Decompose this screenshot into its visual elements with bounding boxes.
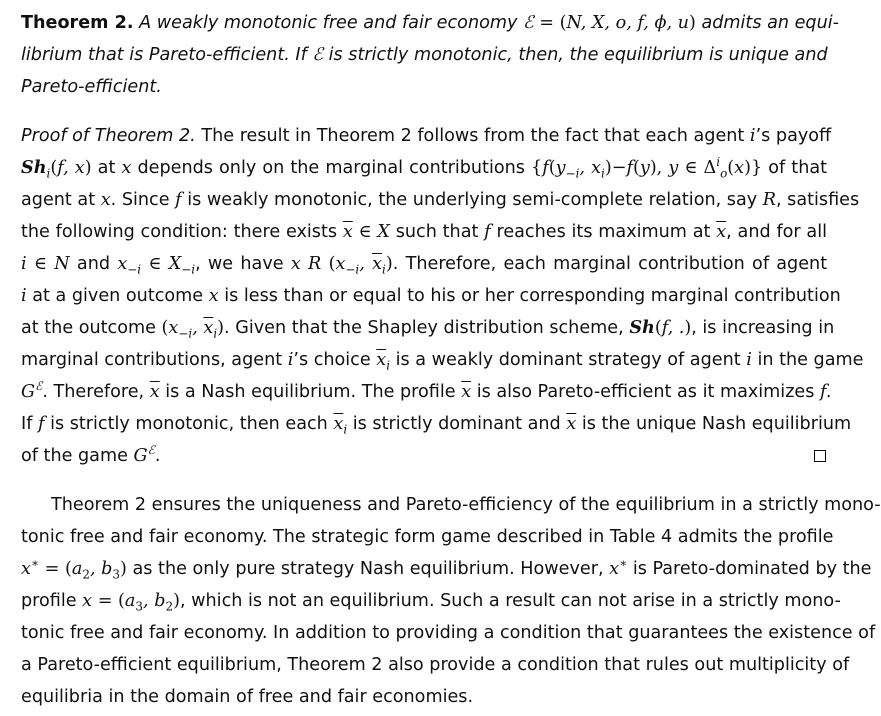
proof-text: . Therefore, — [42, 382, 145, 402]
discussion-line-5 — [21, 622, 876, 644]
discussion-text: is Pareto-dominated by the — [632, 559, 872, 579]
proof-text: at a given outcome — [32, 286, 204, 306]
proof-text: is a weakly dominant strategy of agent — [395, 350, 741, 370]
proof-text: , satisfies — [776, 190, 860, 210]
proof-text: the following condition: there exists — [21, 222, 338, 242]
proof-text: and — [76, 254, 111, 274]
discussion-line-3: $x^∗ = (a_2$, $b_3$) as the only pure strategy Nash equilibrium. However, x∗ is Pareto-dominated by the — [21, 556, 872, 582]
discussion-line-1 — [51, 494, 881, 516]
proof-text: is the unique Nash equilibrium — [581, 414, 852, 434]
proof-line-3: agent at x. Since f is weakly monotonic, the underlying semi-complete relation, say R, satisfies — [21, 190, 860, 210]
theorem-text: Pareto-efficient. — [21, 77, 162, 97]
proof-text: of that — [768, 158, 828, 178]
theorem-line-3 — [21, 76, 827, 98]
proof-label: Proof of Theorem 2. — [21, 126, 196, 146]
proof-text: agent at — [21, 190, 96, 210]
proof-text: at the outcome — [21, 318, 156, 338]
proof-line-11: of the game $G^ℰ$. — [21, 445, 827, 467]
discussion-text: tonic free and fair economy. In addition to providing a condition that guarantees the existence of — [21, 623, 876, 643]
proof-text: of the game — [21, 446, 128, 466]
discussion-text: equilibria in the domain of free and fair economies. — [21, 687, 474, 707]
theorem-line-2: librium that is Pareto-efficient. If ℰ is strictly monotonic, then, the equilibrium is unique and — [21, 45, 828, 65]
proof-text: marginal contributions, agent — [21, 350, 283, 370]
discussion-text: profile — [21, 591, 77, 611]
discussion-line-2 — [21, 526, 834, 548]
proof-text: If — [21, 414, 33, 434]
theorem-text: admits an equi- — [701, 13, 839, 33]
proof-text: . Since — [110, 190, 170, 210]
proof-text: , and for all — [726, 222, 827, 242]
proof-text: The result in Theorem 2 follows from the fact that each agent — [201, 126, 745, 146]
proof-line-6: i at a given outcome x is less than or equal to his or her corresponding marginal contribution — [21, 286, 841, 306]
discussion-text: , which is not an equilibrium. Such a result can not arise in a strictly mono- — [179, 591, 841, 611]
theorem-text: A weakly monotonic free and fair economy — [139, 13, 518, 33]
proof-text: . Therefore, each marginal contribution of agent — [392, 254, 828, 274]
proof-text: ’s choice — [293, 350, 371, 370]
discussion-text: as the only pure strategy Nash equilibrium. However, — [132, 559, 604, 579]
discussion-line-6 — [21, 654, 850, 676]
discussion-line-7 — [21, 686, 827, 708]
proof-text: . Given that the Shapley distribution scheme, — [224, 318, 624, 338]
proof-text: reaches its maximum at — [496, 222, 711, 242]
theorem-line-1: Theorem 2. A weakly monotonic free and fair economy ℰ = (N, X, o, f, ϕ, u) admits an equi- — [21, 13, 839, 33]
proof-text: is strictly monotonic, then each — [50, 414, 328, 434]
theorem-text: librium that is Pareto-efficient. If — [21, 45, 307, 65]
proof-line-5: i ∈ N and $x_{-i}$ ∈ $X_{-i}$, we have x R ($x_{-i}$, $\overline{x}_i$). Therefore, each marginal contribution of agent — [21, 254, 828, 277]
proof-line-4: the following condition: there exists $\overline{x}$ ∈ X such that f reaches its maximum at $\overline{x}$, and for all — [21, 222, 827, 242]
discussion-text: tonic free and fair economy. The strategic form game described in Table 4 admits the profile — [21, 527, 834, 547]
proof-line-7: at the outcome ($x_{-i}$, $\overline{x}_i$). Given that the Shapley distribution scheme, Sh(f, .), is increasing in — [21, 317, 835, 341]
theorem-text: is strictly monotonic, then, the equilibrium is unique and — [328, 45, 828, 65]
qed-square-icon — [814, 450, 826, 462]
proof-text: such that — [395, 222, 479, 242]
proof-text: is weakly monotonic, the underlying semi-complete relation, say — [187, 190, 758, 210]
discussion-line-4: profile $x = (a_3$, $b_2$), which is not an equilibrium. Such a result can not arise in a strictly mono- — [21, 591, 841, 614]
proof-text: . — [154, 446, 161, 466]
proof-text: ’s payoff — [755, 126, 832, 146]
proof-text: is strictly dominant and — [352, 414, 561, 434]
proof-text: is a Nash equilibrium. The profile — [165, 382, 456, 402]
proof-text: , we have — [195, 254, 284, 274]
theorem-label: Theorem 2. — [21, 13, 134, 33]
proof-line-1: Proof of Theorem 2. The result in Theorem 2 follows from the fact that each agent i’s payoff — [21, 126, 832, 146]
proof-text: at — [97, 158, 116, 178]
discussion-text: a Pareto-efficient equilibrium, Theorem 2 also provide a condition that rules out multiplicity of — [21, 655, 850, 675]
proof-line-8: marginal contributions, agent i’s choice $\overline{x}_i$ is a weakly dominant strategy of agent i in the game — [21, 350, 864, 373]
proof-text: is less than or equal to his or her corresponding marginal contribution — [224, 286, 841, 306]
proof-text: in the game — [757, 350, 864, 370]
proof-line-10: If f is strictly monotonic, then each $\overline{x}_i$ is strictly dominant and $\overline{x}$ is the unique Nash equilibrium — [21, 414, 852, 437]
proof-text: , is increasing in — [691, 318, 835, 338]
proof-text: depends only on the marginal contributions — [137, 158, 525, 178]
proof-line-2: $Sh_i(f$, x) at x depends only on the marginal contributions {$f(y_{-i}$, $x_i)-f(y)$, y ∈ $\Delta^i_o(x)$} of that — [21, 155, 828, 181]
discussion-text: Theorem 2 ensures the uniqueness and Pareto-efficiency of the equilibrium in a strictly mono- — [51, 495, 881, 515]
proof-line-9: $G^ℰ$. Therefore, $\overline{x}$ is a Nash equilibrium. The profile $\overline{x}$ is also Pareto-efficient as it maximizes f. — [21, 379, 832, 402]
proof-text: is also Pareto-efficient as it maximizes — [476, 382, 815, 402]
